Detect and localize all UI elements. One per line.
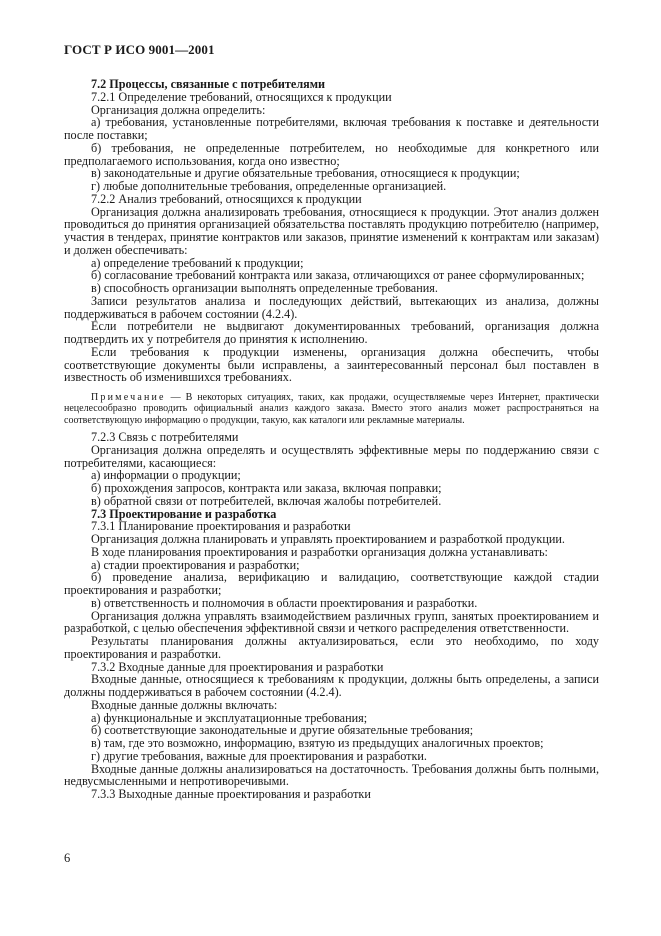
paragraph: а) требования, установленные потребителями, включая требования к поставке и деятельности после поставки; bbox=[64, 115, 599, 142]
paragraph: Организация должна определять и осуществлять эффективные меры по поддержанию связи с потребителями, касающиеся: bbox=[64, 442, 599, 470]
section-heading: 7.3 Проектирование и разработка bbox=[91, 506, 277, 521]
paragraph: Результаты планирования должны актуализироваться, если это необходимо, по ходу проектирования и разработки. bbox=[64, 634, 599, 661]
note-label: Примечание bbox=[91, 392, 166, 403]
paragraph: 7.3.2 Входные данные для проектирования и разработки bbox=[91, 659, 384, 674]
paragraph: в) ответственность и полномочия в области проектирования и разработки. bbox=[91, 595, 478, 610]
paragraph: 7.2.1 Определение требований, относящихся к продукции bbox=[91, 89, 392, 104]
note-paragraph bbox=[64, 392, 599, 426]
paragraph: г) любые дополнительные требования, определенные организацией. bbox=[91, 179, 447, 193]
paragraph: Организация должна определить: bbox=[91, 102, 266, 117]
paragraph: б) согласование требований контракта или заказа, отличающихся от ранее сформулированных; bbox=[91, 268, 585, 283]
paragraph: в) законодательные и другие обязательные требования, относящиеся к продукции; bbox=[91, 166, 520, 181]
paragraph: в) там, где это возможно, информацию, взятую из предыдущих аналогичных проектов; bbox=[91, 736, 544, 751]
paragraph: б) прохождения запросов, контракта или заказа, включая поправки; bbox=[91, 481, 442, 496]
paragraph: Входные данные должны анализироваться на достаточность. Требования должны быть полными, недвусмысленными и непротиворечивыми. bbox=[64, 761, 599, 789]
paragraph: а) стадии проектирования и разработки; bbox=[91, 557, 300, 572]
document-body bbox=[64, 78, 599, 801]
paragraph: б) проведение анализа, верификацию и валидацию, соответствующие каждой стадии проектирования и разработки; bbox=[64, 570, 599, 598]
paragraph: Если требования к продукции изменены, организация должна обеспечить, чтобы соответствующие документы были исправлены, а заинтересованный персонал был поставлен в известность об изменившихся требованиях. bbox=[64, 344, 599, 385]
page-number: 6 bbox=[64, 851, 71, 865]
paragraph: 7.2.2 Анализ требований, относящихся к продукции bbox=[91, 191, 362, 206]
paragraph: в) способность организации выполнять определенные требования. bbox=[91, 281, 438, 295]
paragraph: Организация должна управлять взаимодействием различных групп, занятых проектированием и разработкой, с целью обеспечения эффективной связи и четкого распределения ответственности. bbox=[64, 608, 599, 636]
paragraph: Организация должна планировать и управлять проектированием и разработкой продукции. bbox=[91, 532, 565, 547]
paragraph: 7.3.1 Планирование проектирования и разработки bbox=[91, 519, 351, 534]
document-header: ГОСТ Р ИСО 9001—2001 bbox=[64, 42, 215, 57]
paragraph: а) определение требований к продукции; bbox=[91, 255, 304, 270]
paragraph: Записи результатов анализа и последующих действий, вытекающих из анализа, должны поддерживаться в рабочем состоянии (4.2.4). bbox=[64, 293, 599, 321]
paragraph: а) функциональные и эксплуатационные требования; bbox=[91, 710, 368, 725]
paragraph: б) требования, не определенные потребителем, но необходимые для конкретного или предполагаемого использования, когда оно известно; bbox=[64, 140, 599, 168]
paragraph: в) обратной связи от потребителей, включая жалобы потребителей. bbox=[91, 493, 442, 508]
paragraph: а) информации о продукции; bbox=[91, 468, 241, 483]
paragraph: Входные данные должны включать: bbox=[91, 697, 278, 712]
section-heading: 7.2 Процессы, связанные с потребителями bbox=[91, 77, 326, 91]
paragraph: б) соответствующие законодательные и другие обязательные требования; bbox=[91, 723, 474, 738]
paragraph: 7.3.3 Выходные данные проектирования и разработки bbox=[91, 787, 371, 802]
paragraph: г) другие требования, важные для проектирования и разработки. bbox=[91, 748, 427, 763]
paragraph: Если потребители не выдвигают документированных требований, организация должна подтвердить их у потребителя до принятия к исполнению. bbox=[64, 319, 599, 346]
paragraph: В ходе планирования проектирования и разработки организация должна устанавливать: bbox=[91, 544, 548, 559]
paragraph: 7.2.3 Связь с потребителями bbox=[91, 430, 239, 445]
paragraph: Организация должна анализировать требования, относящиеся к продукции. Этот анализ должен проводиться до принятия организацией обязательства поставлять продукцию потребителю (например, участия в тендерах, принятие контрактов или заказов, принятие изменений к контрактам или заказам) и должен обеспечивать: bbox=[64, 204, 599, 257]
note-text: — В некоторых ситуациях, таких, как продажи, осуществляемые через Интернет, практически нецелесообразно проводить официальный анализ каждого заказа. Вместо этого анализ может распространяться на соответствующую информацию о продукции, такую, как каталоги или рекламные материалы. bbox=[64, 392, 599, 426]
paragraph: Входные данные, относящиеся к требованиям к продукции, должны быть определены, а записи должны поддерживаться в рабочем состоянии (4.2.4). bbox=[64, 672, 599, 700]
